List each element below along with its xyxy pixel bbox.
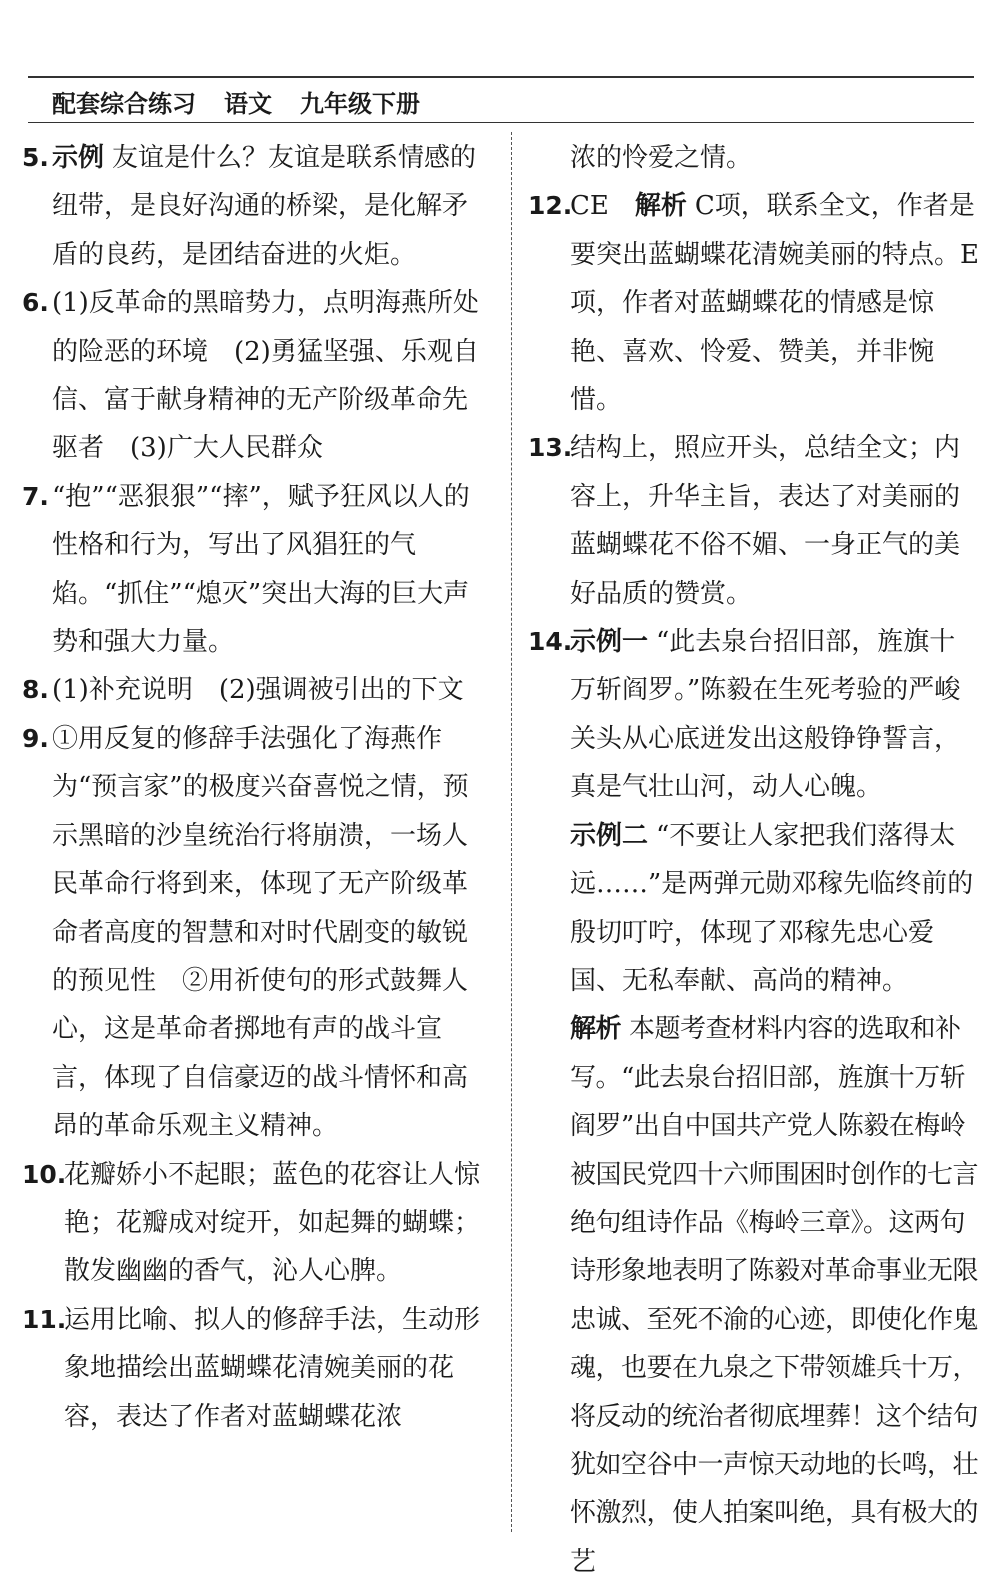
example-label: 示例二 [570, 820, 649, 851]
answer-item-12 [528, 182, 980, 424]
answer-text: 花瓣娇小不起眼；蓝色的花容让人惊艳；花瓣成对绽开，如起舞的蝴蝶；散发幽幽的香气，沁人心脾。 [64, 1159, 481, 1287]
answer-text: ①用反复的修辞手法强化了海燕作为“预言家”的极度兴奋喜悦之情，预示黑暗的沙皇统治行将崩溃，一场人民革命行将到来，体现了无产阶级革命者高度的智慧和对时代剧变的敏锐的预见性 ②用祈使句的形式鼓舞人心，这是革命者掷地有声的战斗宣言，体现了自信豪迈的战斗情怀和高昂的革命乐观主义精神。 [52, 723, 469, 1142]
analysis-label: 解析 [570, 1014, 622, 1045]
answer-item-5 [22, 134, 482, 279]
answer-item-8 [22, 666, 482, 714]
answer-label: 示例 [52, 143, 105, 173]
answer-text: “抱”“恶狠狠”“摔”，赋予狂风以人的性格和行为，写出了风猖狂的气焰。“抓住”“熄灭”突出大海的巨大声势和强大力量。 [52, 481, 470, 658]
answer-item-9 [22, 715, 482, 1151]
answer-text: 运用比喻、拟人的修辞手法，生动形象地描绘出蓝蝴蝶花清婉美丽的花容，表达了作者对蓝蝴蝶花浓 [64, 1304, 481, 1432]
question-number: 5. [22, 143, 49, 172]
answer-item-14 [528, 618, 980, 812]
answer-text: 示例 友谊是什么？友谊是联系情感的纽带，是良好沟通的桥梁，是化解矛盾的良药，是团结奋进的火炬。 [52, 143, 477, 270]
answer-item-7 [22, 473, 482, 667]
answer-text: 结构上，照应开头，总结全文；内容上，升华主旨，表达了对美丽的蓝蝴蝶花不俗不媚、一身正气的美好品质的赞赏。 [570, 433, 961, 609]
question-number: 9. [22, 723, 49, 753]
question-number: 6. [22, 288, 49, 318]
answer-text: (1)反革命的黑暗势力，点明海燕所处的险恶的环境 (2)勇猛坚强、乐观自信、富于献身精神的无产阶级革命先驱者 (3)广大人民群众 [52, 288, 479, 464]
question-number: 11. [22, 1304, 67, 1334]
question-number: 12. [528, 191, 573, 221]
header-top-rule [28, 76, 974, 78]
continued-text: 浓的怜爱之情。 [570, 143, 753, 173]
left-column [22, 134, 482, 1441]
question-number: 7. [22, 481, 49, 511]
header-grade: 九年级下册 [300, 89, 420, 118]
answer-text: CE 解析 C项，联系全文，作者是要突出蓝蝴蝶花清婉美丽的特点。E项，作者对蓝蝴蝶花的情感是惊艳、喜欢、怜爱、赞美，并非惋惜。 [570, 191, 979, 416]
header-series: 配套综合练习 [52, 89, 196, 118]
question-number: 13. [528, 433, 573, 463]
analysis-label: 解析 [634, 191, 687, 222]
right-column [528, 134, 980, 1586]
column-divider [511, 132, 512, 1532]
example-label: 示例一 [570, 627, 649, 658]
running-header [52, 84, 420, 118]
answer-item-11 [22, 1296, 482, 1441]
answer-item-6 [22, 279, 482, 473]
question-number: 10. [22, 1159, 67, 1189]
header-bottom-rule [28, 122, 974, 123]
answer-item-13 [528, 424, 980, 618]
answer-text: (1)补充说明 (2)强调被引出的下文 [52, 675, 464, 706]
answer-text: 示例一 “此去泉台招旧部，旌旗十万斩阎罗。”陈毅在生死考验的严峻关头从心底迸发出这般铮铮誓言，真是气壮山河，动人心魄。 [570, 627, 961, 803]
analysis-block: 解析 本题考查材料内容的选取和补写。“此去泉台招旧部，旌旗十万斩阎罗”出自中国共产党人陈毅在梅岭被国民党四十六师围困时创作的七言绝句组诗作品《梅岭三章》。这两句诗形象地表明了陈毅对革命事业无限忠诚、至死不渝的心迹，即使化作鬼魂，也要在九泉之下带领雄兵十万，将反动的统治者彻底埋葬！这个结句犹如空谷中一声惊天动地的长鸣，壮怀激烈，使人拍案叫绝，具有极大的艺 [570, 1014, 979, 1577]
question-number: 14. [528, 627, 573, 657]
answer-item-10 [22, 1151, 482, 1296]
question-number: 8. [22, 675, 49, 705]
header-subject: 语文 [224, 89, 272, 118]
example-two: 示例二 “不要让人家把我们落得太远……”是两弹元勋邓稼先临终前的殷切叮咛，体现了邓稼先忠心爱国、无私奉献、高尚的精神。 [570, 820, 974, 996]
